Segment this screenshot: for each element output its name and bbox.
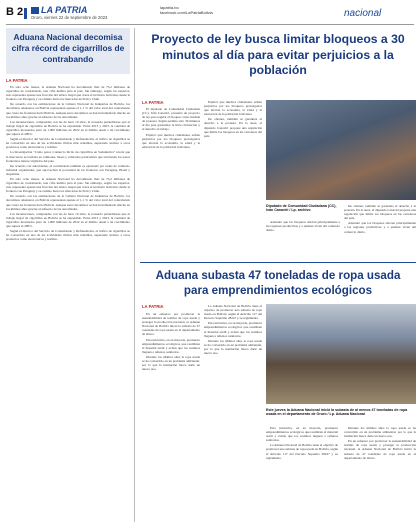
paragraph: Esta iniciativa, en su mayoría, promueve emprendimientos ecológicos que reutilizan el material textil y evitan que los residuos lleguen a rellenos sanitarios.: [204, 321, 262, 338]
website-link[interactable]: lapatria.bo: [160, 5, 179, 10]
article-blockade-bill: [140, 28, 416, 260]
paragraph: De obtener, también se garantiza el derecho a la protesta. En la tarea, el diputado Canaviri propone una regulación que limita los bloqueos en las carreteras del país.: [204, 117, 262, 138]
photo-caption: Diputado de Comunidad Ciudadana (CC), Iván Canaviri / Lp. archivo: [266, 204, 337, 213]
paragraph: Según el director del Servicio de Contrabando y Defraudación, el tráfico de cigarrillos se ha convertido en una de las actividades ilícitas más rentables, superando incluso a otros productos como electrónicos y textiles.: [6, 137, 130, 150]
article-body-col-4: [344, 426, 416, 518]
paragraph: La Aduana Nacional de Bolivia tiene el objetivo de promover una subasta de ropa usada en Bolivia, según el Artículo 117 del Decreto Supremo 28247 y su reglamento.: [266, 443, 338, 460]
paragraph: Las incautaciones, comparadas con las de hace 10 años, la recuerda paralelizarse que el trabajo ilegal de cigarrillos en Bolivia se ha expandido. Entre 2013 y 2023, la cantidad de cigarrillos incautados pasó de 1.000 millones de 2022 en el ámbito anual a un crecimiento que supera el 200%.: [6, 119, 130, 137]
article-body-col-3: [266, 220, 340, 257]
article-body-col-4: [344, 204, 416, 257]
paragraph: De acuerdo con las estimaciones de la Cámara Nacional de Industrias de Bolivia, los decomisos aduaneros en Bolivia representan apenas el 1,1 % del valor total del contrabando que cruza las fronteras hacia Bolivia. Aunque estos decomisos se han incrementado mucho en los últimos años gracias al esfuerzo de las autoridades.: [6, 194, 130, 211]
article-title: Aduana Nacional decomisa cifra récord de cigarrillos de contrabando: [11, 32, 125, 64]
social-links: [160, 5, 213, 15]
issue-date: Oruro, viernes 22 de septiembre de 2023: [31, 15, 108, 20]
article-title: Proyecto de ley busca limitar bloqueos a 30 minutos al día para evitar perjuicios a la población: [151, 32, 405, 77]
paragraph: En sólo ocho meses, la Aduana Nacional ha decomisado más de 73,2 millones de cigarrillos de contrabando, una cifra inédita para el país. Sin embargo, según los expertos, esto representa apenas una fracción del tabaco ilegal que cruza el territorio boliviano desde la frontera con Paraguay y su camino hacia los mercados de Perú y Chile.: [6, 176, 130, 194]
photo-caption: Este jueves la Aduana Nacional inició la subasta de al menos 47 toneladas de ropa usada en el departamento de Oruro / Lp. Aduana Nacional: [266, 408, 408, 417]
paragraph: El diputado de Comunidad Ciudadana (CC), Iván Canaviri, presentó un proyecto de ley para regular el bloqueo como medida de protesta. Según permite sólo 30 minutos al día para garantizar la libre circulación y el derecho al trabajo.: [142, 107, 200, 132]
paragraph: La Investigación "Cómo pasar. Comercio ilícito de cigarrillos en Sudamérica" revela que la mercancía se traslada en camiones, buses y vehículos particulares que atraviesan los pasos fronterizos menos vigilados del país.: [6, 150, 130, 163]
paragraph: De obtener, también se garantiza el derecho a la protesta. En la tarea, el diputado Canaviri propone una regulación que limita los bloqueos en las carreteras del país.: [344, 204, 416, 221]
paragraph: Explicó que muchos ciudadanos sufren perjuicios por los bloqueos prolongados que afectan la economía, la salud y la educación de la población boliviana.: [204, 100, 262, 117]
paragraph: Adelantó que los bloqueos afectan principalmente a las regiones productivas y a quienes viven del comercio diario.: [266, 220, 340, 233]
paragraph: Esta iniciativa, en su mayoría, promueve emprendimientos ecológicos que reutilizan el material textil y evitan que los residuos lleguen a rellenos sanitarios.: [142, 337, 200, 354]
article-kicker: LA PATRIA: [142, 304, 164, 309]
logo-icon: [31, 7, 39, 14]
paragraph: Durante los últimos años la ropa usada se ha convertido en un problema ambiental, por lo que la institución busca darle un nuevo uso.: [344, 426, 416, 439]
paragraph: Durante los últimos años la ropa usada se ha convertido en un problema ambiental, por lo que la institución busca darle un nuevo uso.: [204, 338, 262, 356]
page-number: B 2: [6, 6, 24, 18]
header-divider: [6, 24, 414, 25]
article-body-col-2: [204, 100, 262, 257]
newspaper-logo: [31, 5, 87, 15]
article-body-col-2: [204, 304, 262, 518]
paragraph: Explicó que muchos ciudadanos sufren perjuicios por los bloqueos prolongados que afectan la economía, la salud y la educación de la población boliviana.: [142, 132, 200, 149]
paragraph: De acuerdo con autoridades, el contrabando también es ejecutado por redes de comercio informal organizadas, que aprovechan la porosidad de las fronteras con Paraguay, Brasil y Argentina.: [6, 163, 130, 176]
article-photo: [266, 100, 416, 200]
logo-text: LA PATRIA: [41, 5, 88, 15]
article-title: Aduana subasta 47 toneladas de ropa usada para emprendimientos ecológicos: [155, 269, 401, 297]
article-kicker: LA PATRIA: [142, 100, 164, 105]
facebook-link[interactable]: facebook.com/LaPatriaBolivia: [160, 10, 213, 15]
article-clothes-auction: [140, 266, 416, 522]
paragraph: Adelantó que los bloqueos afectan principalmente a las regiones productivas y a quienes viven del comercio diario.: [344, 221, 416, 234]
article-body: [6, 85, 130, 517]
paragraph: La Aduana Nacional de Bolivia tiene el objetivo de promover una subasta de ropa usada en Bolivia, según el Artículo 117 del Decreto Supremo 28247 y su reglamento.: [204, 304, 262, 321]
article-cigarettes: [6, 28, 135, 522]
paragraph: En un esfuerzo por promover la sustentabilidad de textiles de ropa usada y proteger la producción nacional, la Aduana Nacional de Bolivia inició la subasta de 47 toneladas de ropa usada en el departamento de Oruro.: [142, 312, 200, 337]
article-body-col-1: [142, 107, 200, 257]
paragraph: Según el director del Servicio de Contrabando y Defraudación, el tráfico de cigarrillos se ha convertido en una de las actividades ilícitas más rentables, superando incluso a otros productos como electrónicos y textiles.: [6, 229, 130, 242]
paragraph: Durante los últimos años la ropa usada se ha convertido en un problema ambiental, por lo que la institución busca darle un nuevo uso.: [142, 354, 200, 372]
article-body-col-1: [142, 312, 200, 518]
section-name: nacional: [344, 8, 382, 19]
paragraph: Esta iniciativa, en su mayoría, promueve emprendimientos ecológicos que reutilizan el material textil y evitan que los residuos lleguen a rellenos sanitarios.: [266, 426, 338, 443]
paragraph: En un esfuerzo por promover la sustentabilidad de textiles de ropa usada y proteger la producción nacional, la Aduana Nacional de Bolivia inició la subasta de 47 toneladas de ropa usada en el departamento de Oruro.: [344, 439, 416, 460]
paragraph: De acuerdo con las estimaciones de la Cámara Nacional de Industrias de Bolivia, los decomisos aduaneros en Bolivia representan apenas el 1,1 % del valor total del contrabando que cruza las fronteras hacia Bolivia. Aunque estos decomisos se han incrementado mucho en los últimos años gracias al esfuerzo de las autoridades.: [6, 102, 130, 119]
article-kicker: LA PATRIA: [6, 78, 28, 83]
article-body-col-3: [266, 426, 338, 518]
article-title-box: [6, 28, 130, 74]
paragraph: En sólo ocho meses, la Aduana Nacional ha decomisado más de 73,2 millones de cigarrillos de contrabando, una cifra inédita para el país. Sin embargo, según los expertos, esto representa apenas una fracción del tabaco ilegal que cruza el territorio boliviano desde la frontera con Paraguay y su camino hacia los mercados de Perú y Chile.: [6, 85, 130, 102]
paragraph: Las incautaciones, comparadas con las de hace 10 años, la recuerda paralelizarse que el trabajo ilegal de cigarrillos en Bolivia se ha expandido. Entre 2013 y 2023, la cantidad de cigarrillos incautados pasó de 1.000 millones de 2022 en el ámbito anual a un crecimiento que supera el 200%.: [6, 211, 130, 228]
header-accent-bar: [24, 8, 27, 19]
article-photo: [266, 304, 416, 404]
article-divider: [140, 262, 416, 263]
